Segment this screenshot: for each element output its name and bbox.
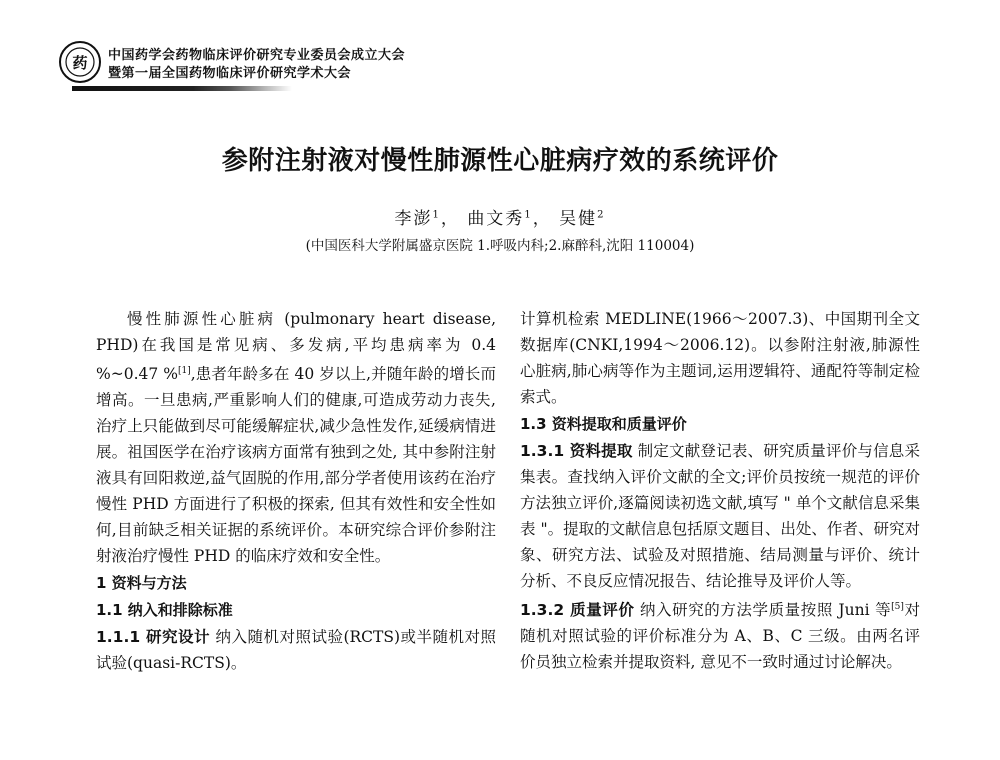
author-affiliation: (中国医科大学附属盛京医院 1.呼吸内科;2.麻醉科,沈阳 110004) bbox=[305, 238, 695, 254]
subsection-label: 1.1.1 研究设计 bbox=[96, 628, 211, 647]
author-separator: ， bbox=[532, 209, 552, 229]
study-design-paragraph: 1.1.1 研究设计 纳入随机对照试验(RCTS)或半随机对照试验(quasi-RCTS)。 bbox=[96, 628, 497, 673]
subsection-label: 1.3.1 资料提取 bbox=[520, 442, 633, 460]
section-heading-criteria: 1.1 纳入和排除标准 bbox=[96, 601, 233, 620]
right-column bbox=[520, 306, 920, 675]
seal-char: 药 bbox=[72, 54, 88, 72]
quality-assessment-paragraph: 1.3.2 质量评价 纳入研究的方法学质量按照 Juni 等[5]对随机对照试验的评价标准分为 A、B、C 三级。由两名评价员独立检索并提取资料, 意见不一致时通过讨论解决。 bbox=[520, 601, 920, 672]
author-list bbox=[0, 204, 1000, 229]
author-affil-mark: 1 bbox=[432, 209, 441, 221]
intro-paragraph: 慢性肺源性心脏病 (pulmonary heart disease, PHD)在我国是常见病、多发病,平均患病率为 0.4 %~0.47 %[1],患者年龄多在 40 岁以上,并随年龄的增长而增高。一旦患病,严重影响人们的健康,可造成劳动力丧失,治疗上只能做到尽可能缓解症状,减少急性发作,延缓病情进展。祖国医学在治疗该病方面常有独到之处, 其中参附注射液具有回阳救逆,益气固脱的作用,部分学者使用该药在治疗慢性 PHD 方面进行了积极的探索, 但其有效性和安全性如何,目前缺乏相关证据的系统评价。本研究综合评价参附注射液治疗慢性 PHD 的临床疗效和安全性。 bbox=[96, 310, 496, 566]
data-extraction-paragraph: 1.3.1 资料提取 制定文献登记表、研究质量评价与信息采集表。查找纳入评价文献的全文;评价员按统一规范的评价方法独立评价,逐篇阅读初选文献,填写 " 单个文献信息采集表 "。提取的文献信息包括原文题目、出处、作者、研究对象、研究方法、试验及对照措施、结局测量与评价、统计分析、不良反应情况报告、结论推导及评价人等。 bbox=[520, 442, 920, 590]
author-name: 曲文秀 bbox=[467, 209, 525, 229]
subsection-label: 1.3.2 质量评价 bbox=[520, 601, 635, 620]
header-rule bbox=[72, 86, 292, 91]
article-title: 参附注射液对慢性肺源性心脏病疗效的系统评价 bbox=[221, 146, 779, 176]
author-affil-mark: 2 bbox=[597, 209, 606, 221]
section-heading-methods: 1 资料与方法 bbox=[96, 574, 187, 593]
author-affil-mark: 1 bbox=[524, 209, 533, 221]
society-seal-icon bbox=[58, 40, 102, 84]
conference-name-line1: 中国药学会药物临床评价研究专业委员会成立大会 bbox=[108, 48, 406, 63]
citation-ref: [1] bbox=[178, 366, 191, 376]
author-name: 吴健 bbox=[559, 209, 598, 229]
citation-ref: [5] bbox=[891, 602, 904, 612]
conference-header bbox=[58, 40, 406, 110]
conference-name-line2: 暨第一届全国药物临床评价研究学术大会 bbox=[108, 66, 352, 81]
author-name: 李澎 bbox=[394, 209, 433, 229]
section-heading-extraction: 1.3 资料提取和质量评价 bbox=[520, 415, 687, 433]
author-separator: ， bbox=[440, 209, 460, 229]
left-column bbox=[96, 306, 496, 676]
search-strategy-paragraph: 计算机检索 MEDLINE(1966～2007.3)、中国期刊全文数据库(CNKI,1994～2006.12)。以参附注射液,肺源性心脏病,肺心病等作为主题词,运用逻辑符、通配符等制定检索式。 bbox=[520, 310, 920, 406]
